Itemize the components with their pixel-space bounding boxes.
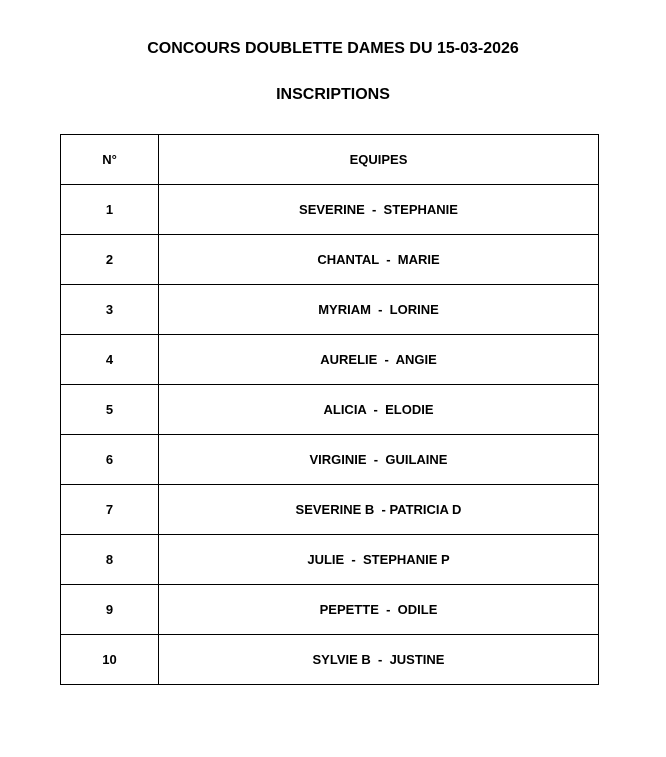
row-number: 3 [61,285,159,335]
table-row [61,435,599,485]
row-team: SEVERINE B - PATRICIA D [159,485,599,535]
table-row [61,635,599,685]
row-team: MYRIAM - LORINE [159,285,599,335]
table-row [61,385,599,435]
row-team: SYLVIE B - JUSTINE [159,635,599,685]
row-number: 4 [61,335,159,385]
table-row [61,585,599,635]
row-number: 7 [61,485,159,535]
table-header-row [61,135,599,185]
row-number: 10 [61,635,159,685]
row-team: AURELIE - ANGIE [159,335,599,385]
row-team: VIRGINIE - GUILAINE [159,435,599,485]
row-team: PEPETTE - ODILE [159,585,599,635]
header-teams: EQUIPES [159,135,599,185]
table-row [61,235,599,285]
row-number: 1 [61,185,159,235]
row-number: 9 [61,585,159,635]
table-row [61,185,599,235]
row-number: 6 [61,435,159,485]
document-title: CONCOURS DOUBLETTE DAMES DU 15-03-2026 [147,40,519,57]
inscriptions-table [60,134,599,685]
table-row [61,485,599,535]
row-number: 5 [61,385,159,435]
header-number: N° [61,135,159,185]
row-team: JULIE - STEPHANIE P [159,535,599,585]
document-subtitle: INSCRIPTIONS [276,86,390,103]
table-row [61,535,599,585]
row-team: SEVERINE - STEPHANIE [159,185,599,235]
table-row [61,285,599,335]
row-number: 8 [61,535,159,585]
row-team: ALICIA - ELODIE [159,385,599,435]
table-row [61,335,599,385]
row-number: 2 [61,235,159,285]
row-team: CHANTAL - MARIE [159,235,599,285]
